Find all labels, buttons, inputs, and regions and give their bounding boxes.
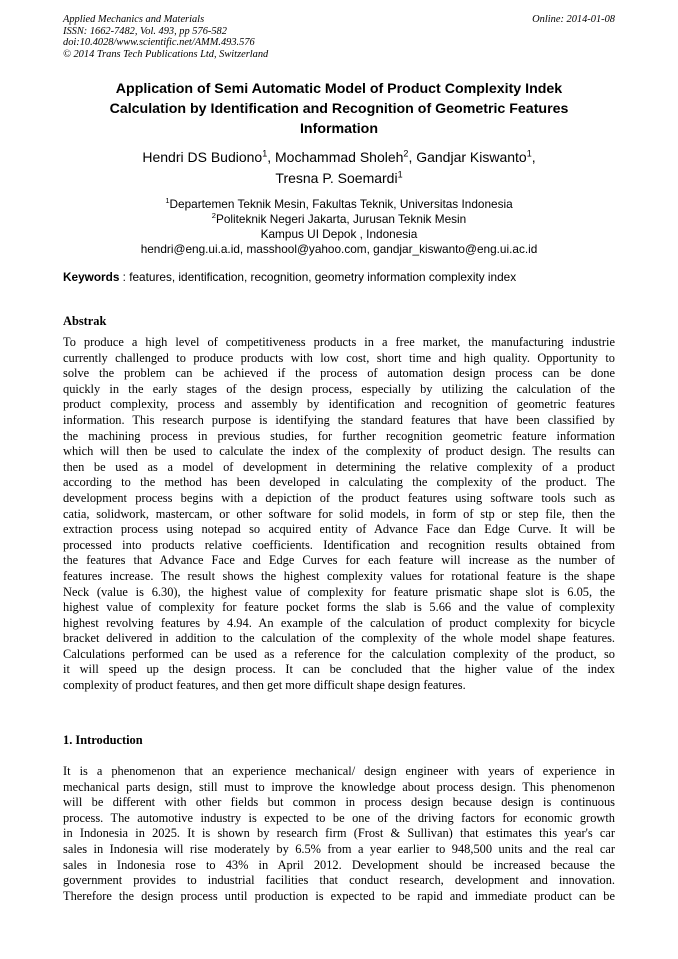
author-affil-mark: 1: [397, 169, 403, 180]
abstract-line: features increase. The result shows the highest complexity values for rotational feature is the shape: [63, 568, 615, 583]
emails-line: hendri@eng.ui.a.id, masshool@yahoo.com, gandjar_kiswanto@eng.ui.ac.id: [140, 242, 538, 256]
abstract-heading: Abstrak: [63, 314, 107, 328]
abstract-line: processed into products relative coefficients. Identification and recognition results obtained from: [63, 537, 615, 552]
abstract-line: then be used as a model of development in determining the relative complexity of a product: [63, 459, 615, 474]
intro-line: sales in Indonesia rose to 43% in April 2012. Development should be increased because the: [63, 857, 615, 872]
affil-mark: 1: [165, 196, 170, 206]
issn-line: ISSN: 1662-7482, Vol. 493, pp 576-582: [63, 25, 227, 37]
intro-line: Therefore the design process until production is expected to be rapid and immediate product can be: [63, 888, 615, 903]
abstract-line: bracket delivered in addition to the calculation of the complexity of the whole model shape features.: [63, 631, 615, 646]
abstract-line: product complexity, process and assembly by identification and recognition of geometric features: [63, 397, 615, 412]
doi-line: doi:10.4028/www.scientific.net/AMM.493.576: [63, 37, 255, 49]
author-name: , Mochammad Sholeh: [267, 149, 404, 165]
affiliation-text: Departemen Teknik Mesin, Fakultas Teknik, Universitas Indonesia: [169, 197, 513, 211]
keywords-label: Keywords: [63, 270, 120, 284]
introduction-body: [63, 764, 615, 904]
author-affil-mark: 1: [526, 148, 532, 159]
campus-line: Kampus UI Depok , Indonesia: [260, 227, 418, 241]
abstract-line: solve the problem can be achieved if the process of automation design process can be done: [63, 366, 615, 381]
intro-line: sales in Indonesia will rise moderately by 6.5% from a year earlier to 948,500 units and the real car: [63, 841, 615, 856]
affiliations: [63, 197, 615, 257]
abstract-line: catia, solidwork, mastercam, or other software for solid models, in form of stp or step file, then the: [63, 506, 615, 521]
affiliation-line: [63, 197, 615, 212]
intro-line: in Indonesia in 2025. It is shown by research firm (Frost & Sullivan) that estimates this year's car: [63, 826, 615, 841]
author-name: , Gandjar Kiswanto: [408, 149, 527, 165]
title-line: Information: [299, 121, 379, 137]
paper-title: [63, 79, 615, 139]
intro-line: mechanical parts design, still must to improve the knowledge about process design. This phenomenon: [63, 779, 615, 794]
abstract-line: complexity of product features, and then get more difficult shape design features.: [63, 678, 466, 693]
author-line: [63, 147, 615, 168]
affil-mark: 2: [211, 211, 216, 221]
author-separator: ,: [531, 149, 536, 165]
abstract-line: development process begins with a depiction of the product features using software tools such as: [63, 490, 615, 505]
introduction-heading: 1. Introduction: [63, 733, 143, 747]
abstract-line: To produce a high level of competitiveness products in a free market, the manufacturing industrie: [63, 335, 615, 349]
keywords-text: : features, identification, recognition, geometry information complexity index: [119, 270, 517, 284]
intro-line: will be different with other fields but common in process design because design is continuous: [63, 795, 615, 810]
online-date: Online: 2014-01-08: [532, 14, 615, 25]
abstract-line: highest value of complexity for feature pocket forms the slab is 5.66 and the value of complexity: [63, 600, 615, 615]
copyright-line: © 2014 Trans Tech Publications Ltd, Switzerland: [63, 48, 269, 60]
abstract-line: quickly in the early stages of the design process, especially by utilizing the calculation of the: [63, 381, 615, 396]
abstract-line: highest revolving features by 4.94. An example of the calculation of product complexity for bicycle: [63, 615, 615, 630]
author-name: Tresna P. Soemardi: [275, 170, 398, 186]
abstract-line: it will speed up the design process. It can be concluded that the higher value of the index: [63, 662, 615, 677]
abstract-line: the machining process in previous studies, for further recognition geometric feature information: [63, 428, 615, 443]
author-list: [63, 147, 615, 189]
abstract-line: which will then be used to calculate the index of the complexity of product design. The results can: [63, 444, 615, 459]
keywords: [63, 269, 615, 285]
affiliation-line: [63, 212, 615, 227]
journal-name: Applied Mechanics and Materials: [63, 14, 205, 25]
abstract-line: the features that Advance Face and Edge Curves for each feature will increase as the number of: [63, 553, 615, 568]
abstract-body: [63, 335, 615, 694]
author-name: Hendri DS Budiono: [142, 149, 263, 165]
title-line: Application of Semi Automatic Model of Product Complexity Indek: [115, 81, 563, 97]
author-line: [63, 168, 615, 189]
abstract-line: currently challenged to produce products with low cost, short time and high quality. Opportunity to: [63, 350, 615, 365]
affiliation-text: Politeknik Negeri Jakarta, Jurusan Teknik Mesin: [215, 212, 467, 226]
intro-line: process. The automotive industry is expected to be one of the driving factors for economic growth: [63, 810, 615, 825]
abstract-line: Neck (value is 6.30), the highest value of complexity for feature prismatic shape slot is 6.05, the: [63, 584, 615, 599]
author-affil-mark: 1: [262, 148, 268, 159]
journal-header: [63, 14, 615, 60]
intro-line: It is a phenomenon that an experience mechanical/ design engineer with years of experience in: [63, 764, 615, 778]
author-affil-mark: 2: [403, 148, 409, 159]
abstract-line: extraction process using notepad so acquired entity of Advance Face dan Edge Curve. It will be: [63, 522, 615, 537]
intro-line: government provides to industrial facilities that conduct research, development and innovation.: [63, 873, 615, 888]
title-line: Calculation by Identification and Recognition of Geometric Features: [109, 101, 569, 117]
abstract-line: information. This research purpose is identifying the standard features that have been classified by: [63, 412, 615, 427]
abstract-line: according to the method has been developed in calculating the complexity of the product. The: [63, 475, 615, 490]
abstract-line: Calculations performed can be used as a reference for the calculation complexity of the product, so: [63, 646, 615, 661]
